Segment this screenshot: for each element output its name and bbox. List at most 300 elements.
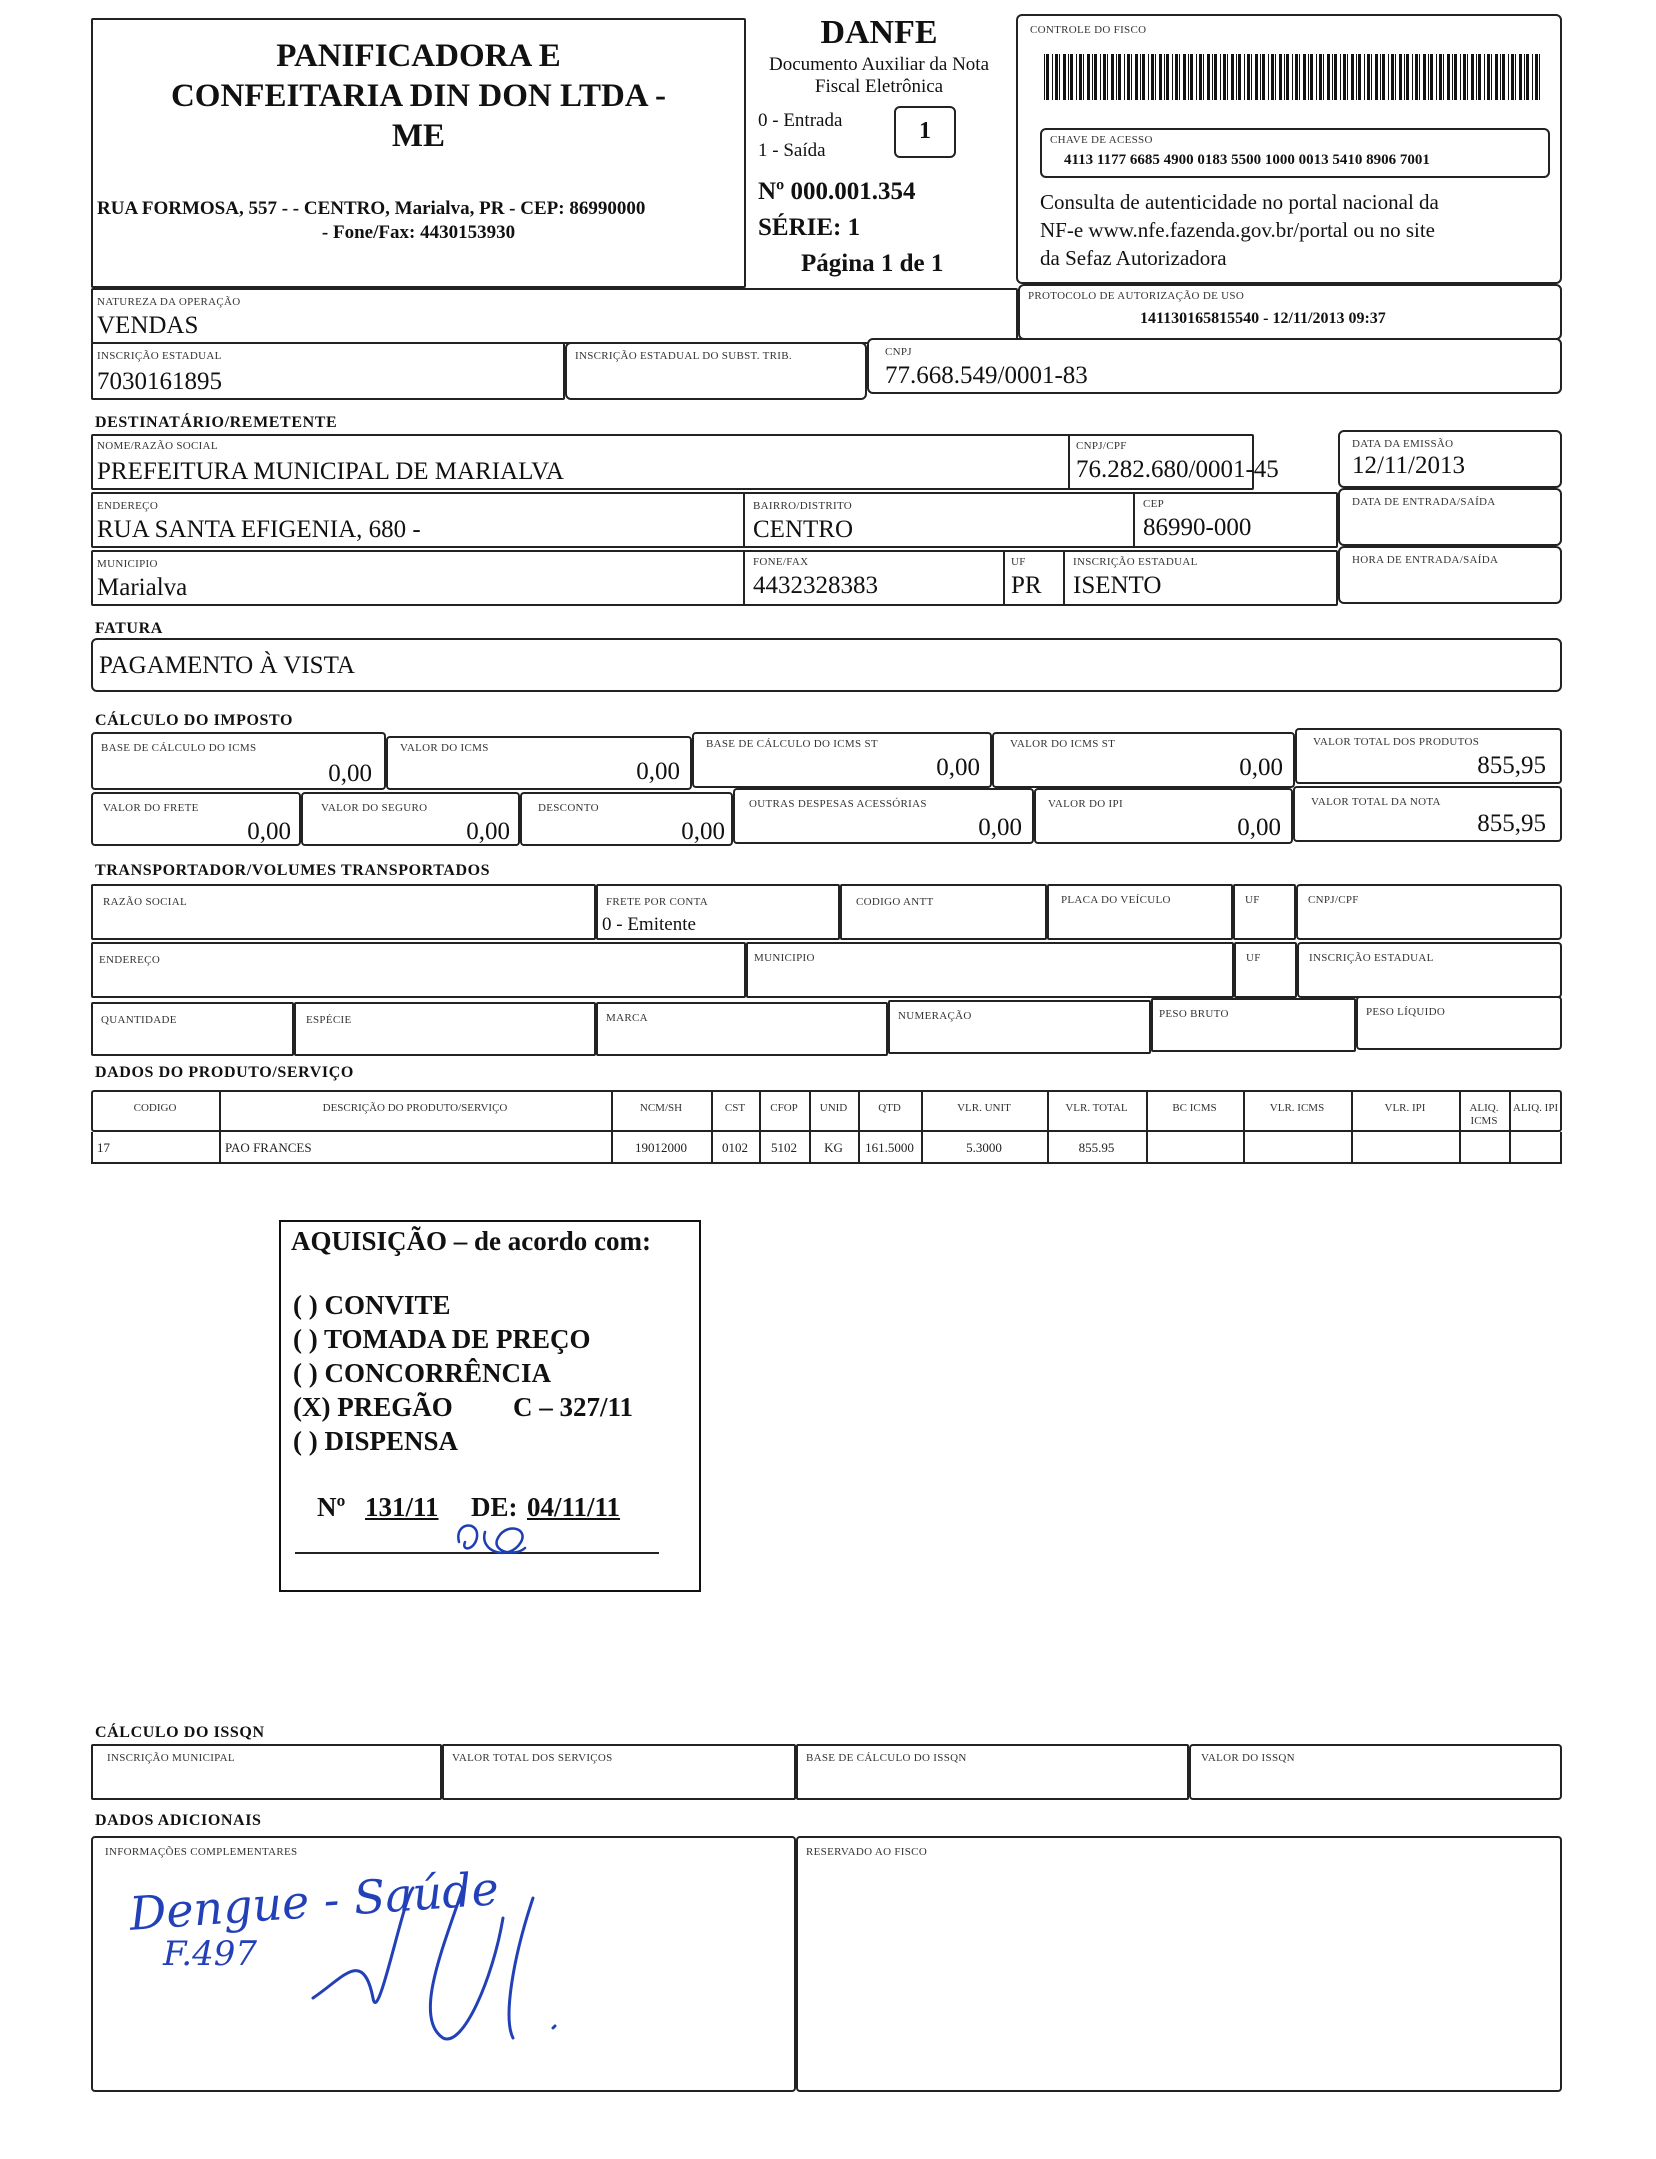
barcode-bar (1310, 54, 1313, 100)
barcode-bar (1343, 54, 1346, 100)
dest-bairro-value: CENTRO (753, 516, 853, 543)
barcode-bar (1092, 54, 1093, 100)
transp-uf-label: UF (1245, 894, 1260, 906)
chave-box (1040, 128, 1550, 178)
barcode-bar (1179, 54, 1180, 100)
controle-fisco-box (1016, 14, 1562, 284)
imposto-total-nota-value: 855,95 (1477, 810, 1546, 837)
imposto-icms-st-label: VALOR DO ICMS ST (1010, 738, 1116, 750)
fatura-section: FATURA (95, 620, 163, 637)
produtos-cell: 855.95 (1078, 1140, 1115, 1155)
imposto-icms-label: VALOR DO ICMS (400, 742, 489, 754)
fatura-value: PAGAMENTO À VISTA (99, 652, 355, 679)
imposto-desconto-box (520, 792, 733, 846)
barcode-bar (1399, 54, 1402, 100)
chave-value: 4113 1177 6685 4900 0183 5500 1000 0013 5410 8906 7001 (1064, 152, 1430, 168)
produtos-grid (91, 1086, 1562, 1166)
barcode-bar (1052, 54, 1053, 100)
transp-marca-box (596, 1002, 888, 1056)
dest-emissao-box (1338, 430, 1562, 488)
barcode-bar (1347, 54, 1348, 100)
ie-st-label: INSCRIÇÃO ESTADUAL DO SUBST. TRIB. (575, 350, 792, 362)
dest-nome-box (91, 434, 1279, 490)
dest-uf-value: PR (1011, 572, 1042, 599)
transp-frete-box (596, 884, 840, 940)
barcode-bar (1044, 54, 1045, 100)
barcode-bar (1334, 54, 1337, 100)
stamp-de-prefix: DE: (471, 1492, 518, 1522)
issqn-base-box (796, 1744, 1189, 1800)
issqn-valor-box (1189, 1744, 1562, 1800)
aquisicao-stamp (279, 1220, 701, 1592)
barcode-bar (1519, 54, 1522, 100)
barcode-bar (1476, 54, 1477, 100)
transp-marca-label: MARCA (606, 1012, 648, 1024)
produtos-header-cell: VLR. ICMS (1269, 1102, 1325, 1114)
produtos-header-cell: CST (724, 1102, 746, 1114)
adicionais-section: DADOS ADICIONAIS (95, 1812, 262, 1829)
barcode-bar (1428, 54, 1429, 100)
transp-razao-label: RAZÃO SOCIAL (103, 896, 187, 908)
barcode-bar (1199, 54, 1202, 100)
transp-antt-label: CODIGO ANTT (856, 896, 934, 908)
transp-cnpj-label: CNPJ/CPF (1308, 894, 1359, 906)
barcode-bar (1371, 54, 1372, 100)
handwritten-signature (293, 1858, 613, 2058)
barcode-bar (1275, 54, 1276, 100)
barcode-bar (1467, 54, 1468, 100)
barcode-bar (1223, 54, 1226, 100)
barcode-bar (1166, 54, 1169, 100)
barcode-bar (1484, 54, 1485, 100)
dest-cnpj-value: 76.282.680/0001-45 (1076, 456, 1279, 483)
barcode-bar (1148, 54, 1149, 100)
barcode-bar (1319, 54, 1322, 100)
imposto-desconto-label: DESCONTO (538, 802, 599, 814)
produtos-cell: 19012000 (635, 1140, 687, 1155)
produtos-header-cell: DESCRIÇÃO DO PRODUTO/SERVIÇO (322, 1102, 508, 1114)
dest-ie-label: INSCRIÇÃO ESTADUAL (1073, 556, 1198, 568)
barcode-bar (1100, 54, 1101, 100)
barcode-bar (1103, 54, 1106, 100)
barcode-bar (1511, 54, 1514, 100)
produtos-cell: 5.3000 (966, 1140, 1002, 1155)
barcode-bar (1135, 54, 1138, 100)
barcode-bar (1375, 54, 1378, 100)
emitente-address-line2: - Fone/Fax: 4430153930 (321, 222, 516, 243)
barcode-bar (1323, 54, 1324, 100)
barcode-bar (1111, 54, 1114, 100)
produtos-cell: KG (824, 1140, 843, 1155)
transp-frete-value: 0 - Emitente (602, 914, 696, 935)
imposto-seguro-value: 0,00 (466, 818, 510, 845)
stamp-numero-prefix: Nº (317, 1492, 346, 1522)
ie-value: 7030161895 (97, 368, 222, 395)
produtos-header-cell: VLR. UNIT (957, 1102, 1011, 1114)
stamp-tomada: ( ) TOMADA DE PREÇO (293, 1324, 591, 1354)
barcode-bar (1140, 54, 1141, 100)
imposto-bc-icms-st-label: BASE DE CÁLCULO DO ICMS ST (706, 738, 878, 750)
dest-cep-value: 86990-000 (1143, 514, 1252, 541)
barcode-bar (1412, 54, 1413, 100)
cnpj-box (867, 338, 1562, 394)
barcode-bar (1364, 54, 1365, 100)
barcode-bar (1262, 54, 1265, 100)
reservado-fisco-label: RESERVADO AO FISCO (806, 1846, 928, 1858)
imposto-section: CÁLCULO DO IMPOSTO (95, 712, 294, 729)
danfe-tipo: 1 (919, 118, 931, 144)
barcode-bar (1164, 54, 1165, 100)
dest-entrada-box (1338, 488, 1562, 546)
barcode-bar (1251, 54, 1252, 100)
barcode-bar (1046, 54, 1049, 100)
produtos-cell: PAO FRANCES (225, 1140, 312, 1155)
fatura-box (91, 638, 1562, 692)
barcode-bar (1207, 54, 1210, 100)
barcode-bar (1351, 54, 1354, 100)
barcode-bar (1107, 54, 1108, 100)
barcode-bar (1183, 54, 1186, 100)
barcode-bar (1151, 54, 1154, 100)
issqn-base-label: BASE DE CÁLCULO DO ISSQN (806, 1752, 967, 1764)
imposto-total-produtos-value: 855,95 (1477, 752, 1546, 779)
transp-placa-box (1047, 884, 1233, 940)
stamp-convite: ( ) CONVITE (293, 1290, 451, 1320)
imposto-outras-label: OUTRAS DESPESAS ACESSÓRIAS (749, 798, 927, 810)
barcode-bar (1500, 54, 1501, 100)
barcode-bar (1332, 54, 1333, 100)
produtos-section: DADOS DO PRODUTO/SERVIÇO (95, 1064, 354, 1081)
stamp-dispensa: ( ) DISPENSA (293, 1426, 459, 1456)
barcode (1044, 54, 1544, 100)
dest-hora-box (1338, 546, 1562, 604)
consulta-line2: NF-e www.nfe.fazenda.gov.br/portal ou no site (1040, 218, 1435, 242)
produtos-header-cell: ALIQ. ICMS (1469, 1102, 1499, 1127)
barcode-bar (1404, 54, 1405, 100)
dest-fone-value: 4432328383 (753, 572, 878, 599)
emitente-name-line1: PANIFICADORA E (276, 38, 561, 74)
emitente-box (91, 18, 746, 288)
transp-numeracao-label: NUMERAÇÃO (898, 1010, 972, 1022)
barcode-bar (1070, 54, 1073, 100)
transp-peso-liquido-label: PESO LÍQUIDO (1366, 1006, 1446, 1018)
barcode-bar (1236, 54, 1237, 100)
transp-uf2-label: UF (1246, 952, 1261, 964)
barcode-bar (1227, 54, 1228, 100)
imposto-frete-box (91, 792, 301, 846)
emitente-address-line1: RUA FORMOSA, 557 - - CENTRO, Marialva, PR - CEP: 86990000 (97, 198, 646, 219)
barcode-bar (1415, 54, 1418, 100)
consulta-line3: da Sefaz Autorizadora (1040, 246, 1227, 270)
imposto-bc-icms-value: 0,00 (328, 760, 372, 787)
danfe-serie: SÉRIE: 1 (758, 214, 861, 241)
barcode-bar (1286, 54, 1289, 100)
barcode-bar (1260, 54, 1261, 100)
barcode-bar (1539, 54, 1540, 100)
ie-st-box (565, 342, 867, 400)
dest-municipio-label: MUNICIPIO (97, 558, 158, 570)
imposto-bc-icms-box (91, 732, 386, 790)
barcode-bar (1076, 54, 1077, 100)
transp-cnpj-box (1296, 884, 1562, 940)
barcode-bar (1303, 54, 1306, 100)
produtos-header-cell: BC ICMS (1172, 1102, 1217, 1114)
barcode-bar (1079, 54, 1082, 100)
transp-qtd-label: QUANTIDADE (101, 1014, 177, 1026)
produtos-header-cell: VLR. TOTAL (1065, 1102, 1128, 1114)
produtos-cell: 5102 (771, 1140, 797, 1155)
consulta-line1: Consulta de autenticidade no portal nacional da (1040, 190, 1439, 214)
transp-razao-box (91, 884, 596, 940)
produtos-table (91, 1086, 1562, 1166)
transp-uf2-box (1234, 942, 1297, 998)
danfe-entrada: 0 - Entrada (758, 110, 843, 131)
issqn-section: CÁLCULO DO ISSQN (95, 1724, 265, 1741)
dest-entrada-label: DATA DE ENTRADA/SAÍDA (1352, 496, 1496, 508)
barcode-bar (1380, 54, 1381, 100)
barcode-bar (1463, 54, 1466, 100)
barcode-bar (1423, 54, 1426, 100)
barcode-bar (1491, 54, 1492, 100)
barcode-bar (1124, 54, 1125, 100)
danfe-tipo-box (894, 106, 956, 158)
transp-numeracao-box (888, 1000, 1151, 1054)
dest-endereco-value: RUA SANTA EFIGENIA, 680 - (97, 516, 421, 543)
imposto-outras-value: 0,00 (978, 814, 1022, 841)
stamp-title: AQUISIÇÃO – de acordo com: (291, 1226, 651, 1256)
barcode-bar (1083, 54, 1084, 100)
imposto-frete-label: VALOR DO FRETE (103, 802, 199, 814)
emitente-name-line3: ME (391, 118, 446, 154)
transp-antt-box (840, 884, 1047, 940)
imposto-bc-icms-label: BASE DE CÁLCULO DO ICMS (101, 742, 257, 754)
dest-fone-label: FONE/FAX (753, 556, 809, 568)
protocolo-box (1018, 284, 1562, 340)
barcode-bar (1231, 54, 1234, 100)
produtos-header-cell: VLR. IPI (1384, 1102, 1426, 1114)
barcode-bar (1532, 54, 1533, 100)
barcode-bar (1535, 54, 1538, 100)
transp-especie-label: ESPÉCIE (306, 1014, 352, 1026)
natureza-value: VENDAS (97, 312, 199, 339)
barcode-bar (1495, 54, 1498, 100)
barcode-bar (1382, 54, 1385, 100)
produtos-header-cell: CFOP (770, 1102, 798, 1114)
issqn-servicos-box (442, 1744, 796, 1800)
produtos-cell: 161.5000 (865, 1140, 914, 1155)
issqn-valor-label: VALOR DO ISSQN (1201, 1752, 1295, 1764)
info-complementares-label: INFORMAÇÕES COMPLEMENTARES (105, 1846, 298, 1858)
transp-ie-box (1297, 942, 1562, 998)
barcode-bar (1388, 54, 1389, 100)
info-complementares-box (91, 1836, 796, 2092)
barcode-bar (1502, 54, 1505, 100)
barcode-bar (1247, 54, 1250, 100)
imposto-seguro-box (301, 792, 520, 846)
barcode-bar (1203, 54, 1204, 100)
barcode-bar (1443, 54, 1444, 100)
issqn-inscricao-label: INSCRIÇÃO MUNICIPAL (107, 1752, 235, 1764)
barcode-bar (1430, 54, 1433, 100)
barcode-bar (1436, 54, 1437, 100)
imposto-desconto-value: 0,00 (681, 818, 725, 845)
barcode-bar (1367, 54, 1370, 100)
stamp-data: 04/11/11 (527, 1492, 621, 1522)
barcode-bar (1478, 54, 1481, 100)
imposto-frete-value: 0,00 (247, 818, 291, 845)
produtos-cell: 17 (97, 1140, 110, 1155)
dest-municipio-box (91, 550, 1338, 606)
barcode-bar (1196, 54, 1197, 100)
transp-peso-bruto-label: PESO BRUTO (1159, 1008, 1229, 1020)
dest-endereco-label: ENDEREÇO (97, 500, 159, 512)
transp-placa-label: PLACA DO VEÍCULO (1061, 894, 1171, 906)
stamp-pregao: (X) PREGÃO (293, 1392, 453, 1422)
imposto-total-produtos-label: VALOR TOTAL DOS PRODUTOS (1313, 736, 1480, 748)
barcode-bar (1238, 54, 1241, 100)
barcode-bar (1471, 54, 1474, 100)
issqn-inscricao-box (91, 1744, 442, 1800)
protocolo-label: PROTOCOLO DE AUTORIZAÇÃO DE USO (1028, 290, 1245, 302)
dest-endereco-box (91, 492, 1338, 548)
dest-nome-value: PREFEITURA MUNICIPAL DE MARIALVA (97, 458, 564, 485)
handwritten-note-1: Dengue - Saúde (127, 1861, 501, 1941)
produtos-header-cell: NCM/SH (639, 1102, 683, 1114)
imposto-ipi-label: VALOR DO IPI (1048, 798, 1123, 810)
barcode-bar (1508, 54, 1509, 100)
reservado-fisco-box (796, 1836, 1562, 2092)
imposto-bc-icms-st-value: 0,00 (936, 754, 980, 781)
stamp-concorrencia: ( ) CONCORRÊNCIA (293, 1358, 551, 1388)
dest-cep-label: CEP (1143, 498, 1165, 510)
ie-box (91, 342, 565, 400)
barcode-bar (1127, 54, 1130, 100)
imposto-ipi-value: 0,00 (1237, 814, 1281, 841)
barcode-bar (1190, 54, 1193, 100)
dest-ie-value: ISENTO (1073, 572, 1162, 599)
transp-frete-label: FRETE POR CONTA (606, 896, 709, 908)
imposto-total-nota-label: VALOR TOTAL DA NOTA (1311, 796, 1441, 808)
barcode-bar (1255, 54, 1258, 100)
ie-label: INSCRIÇÃO ESTADUAL (97, 350, 222, 362)
barcode-bar (1515, 54, 1516, 100)
issqn-servicos-label: VALOR TOTAL DOS SERVIÇOS (452, 1752, 613, 1764)
barcode-bar (1292, 54, 1293, 100)
dest-municipio-value: Marialva (97, 574, 188, 601)
danfe-numero: Nº 000.001.354 (758, 178, 916, 205)
transp-municipio-label: MUNICIPIO (754, 952, 815, 964)
barcode-bar (1131, 54, 1132, 100)
barcode-bar (1155, 54, 1156, 100)
danfe-saida: 1 - Saída (758, 140, 826, 161)
barcode-bar (1172, 54, 1173, 100)
barcode-bar (1142, 54, 1145, 100)
transp-peso-liquido-box (1356, 996, 1562, 1050)
produtos-header-cell: ALIQ. IPI (1512, 1102, 1559, 1114)
transp-ie-label: INSCRIÇÃO ESTADUAL (1309, 952, 1434, 964)
barcode-bar (1244, 54, 1245, 100)
imposto-bc-icms-st-box (692, 732, 992, 788)
barcode-bar (1460, 54, 1461, 100)
transp-especie-box (294, 1002, 596, 1056)
emitente-name-line2: CONFEITARIA DIN DON LTDA - (170, 78, 667, 114)
barcode-bar (1188, 54, 1189, 100)
barcode-bar (1340, 54, 1341, 100)
dest-nome-label: NOME/RAZÃO SOCIAL (97, 440, 218, 452)
barcode-bar (1295, 54, 1298, 100)
produtos-header-cell: CODIGO (133, 1102, 177, 1114)
transp-endereco-box (91, 942, 746, 998)
transp-qtd-box (91, 1002, 294, 1056)
danfe-pagina: Página 1 de 1 (801, 250, 944, 277)
transportador-section: TRANSPORTADOR/VOLUMES TRANSPORTADOS (95, 862, 491, 879)
barcode-bar (1487, 54, 1490, 100)
barcode-bar (1406, 54, 1409, 100)
produtos-header-cell: UNID (819, 1102, 848, 1114)
danfe-subtitle1: Documento Auxiliar da Nota (768, 54, 990, 75)
danfe-block (746, 14, 1012, 288)
barcode-bar (1524, 54, 1525, 100)
danfe-subtitle2: Fiscal Eletrônica (814, 76, 944, 97)
stamp-pregao-num: C – 327/11 (513, 1392, 634, 1422)
barcode-bar (1279, 54, 1282, 100)
danfe-title: DANFE (820, 14, 938, 51)
barcode-bar (1271, 54, 1274, 100)
barcode-bar (1268, 54, 1269, 100)
produtos-cell: 0102 (722, 1140, 748, 1155)
barcode-bar (1316, 54, 1317, 100)
dest-uf-label: UF (1011, 556, 1026, 568)
imposto-icms-box (386, 736, 692, 790)
dest-emissao-label: DATA DA EMISSÃO (1352, 438, 1454, 450)
chave-label: CHAVE DE ACESSO (1050, 134, 1153, 146)
imposto-total-produtos-box (1295, 728, 1562, 784)
dest-hora-label: HORA DE ENTRADA/SAÍDA (1352, 554, 1499, 566)
imposto-outras-box (733, 788, 1034, 844)
transp-peso-bruto-box (1151, 998, 1356, 1052)
barcode-bar (1299, 54, 1300, 100)
cnpj-label: CNPJ (885, 346, 912, 358)
barcode-bar (1068, 54, 1069, 100)
barcode-bar (1212, 54, 1213, 100)
stamp-numero: 131/11 (365, 1492, 439, 1522)
transp-municipio-box (746, 942, 1234, 998)
imposto-total-nota-box (1293, 786, 1562, 842)
barcode-bar (1116, 54, 1117, 100)
produtos-header-cell: QTD (878, 1102, 901, 1114)
stamp-initials-signature (449, 1512, 539, 1572)
imposto-icms-value: 0,00 (636, 758, 680, 785)
barcode-bar (1439, 54, 1442, 100)
imposto-icms-st-value: 0,00 (1239, 754, 1283, 781)
barcode-bar (1055, 54, 1058, 100)
transp-endereco-label: ENDEREÇO (99, 954, 161, 966)
barcode-bar (1063, 54, 1066, 100)
barcode-bar (1358, 54, 1361, 100)
barcode-bar (1356, 54, 1357, 100)
barcode-bar (1447, 54, 1450, 100)
barcode-bar (1308, 54, 1309, 100)
barcode-bar (1059, 54, 1060, 100)
handwritten-note-2: F.497 (163, 1934, 257, 1974)
dest-emissao-value: 12/11/2013 (1352, 452, 1465, 479)
imposto-icms-st-box (992, 732, 1295, 788)
barcode-bar (1118, 54, 1121, 100)
imposto-seguro-label: VALOR DO SEGURO (321, 802, 428, 814)
barcode-bar (1419, 54, 1420, 100)
dest-bairro-label: BAIRRO/DISTRITO (753, 500, 853, 512)
barcode-bar (1094, 54, 1097, 100)
